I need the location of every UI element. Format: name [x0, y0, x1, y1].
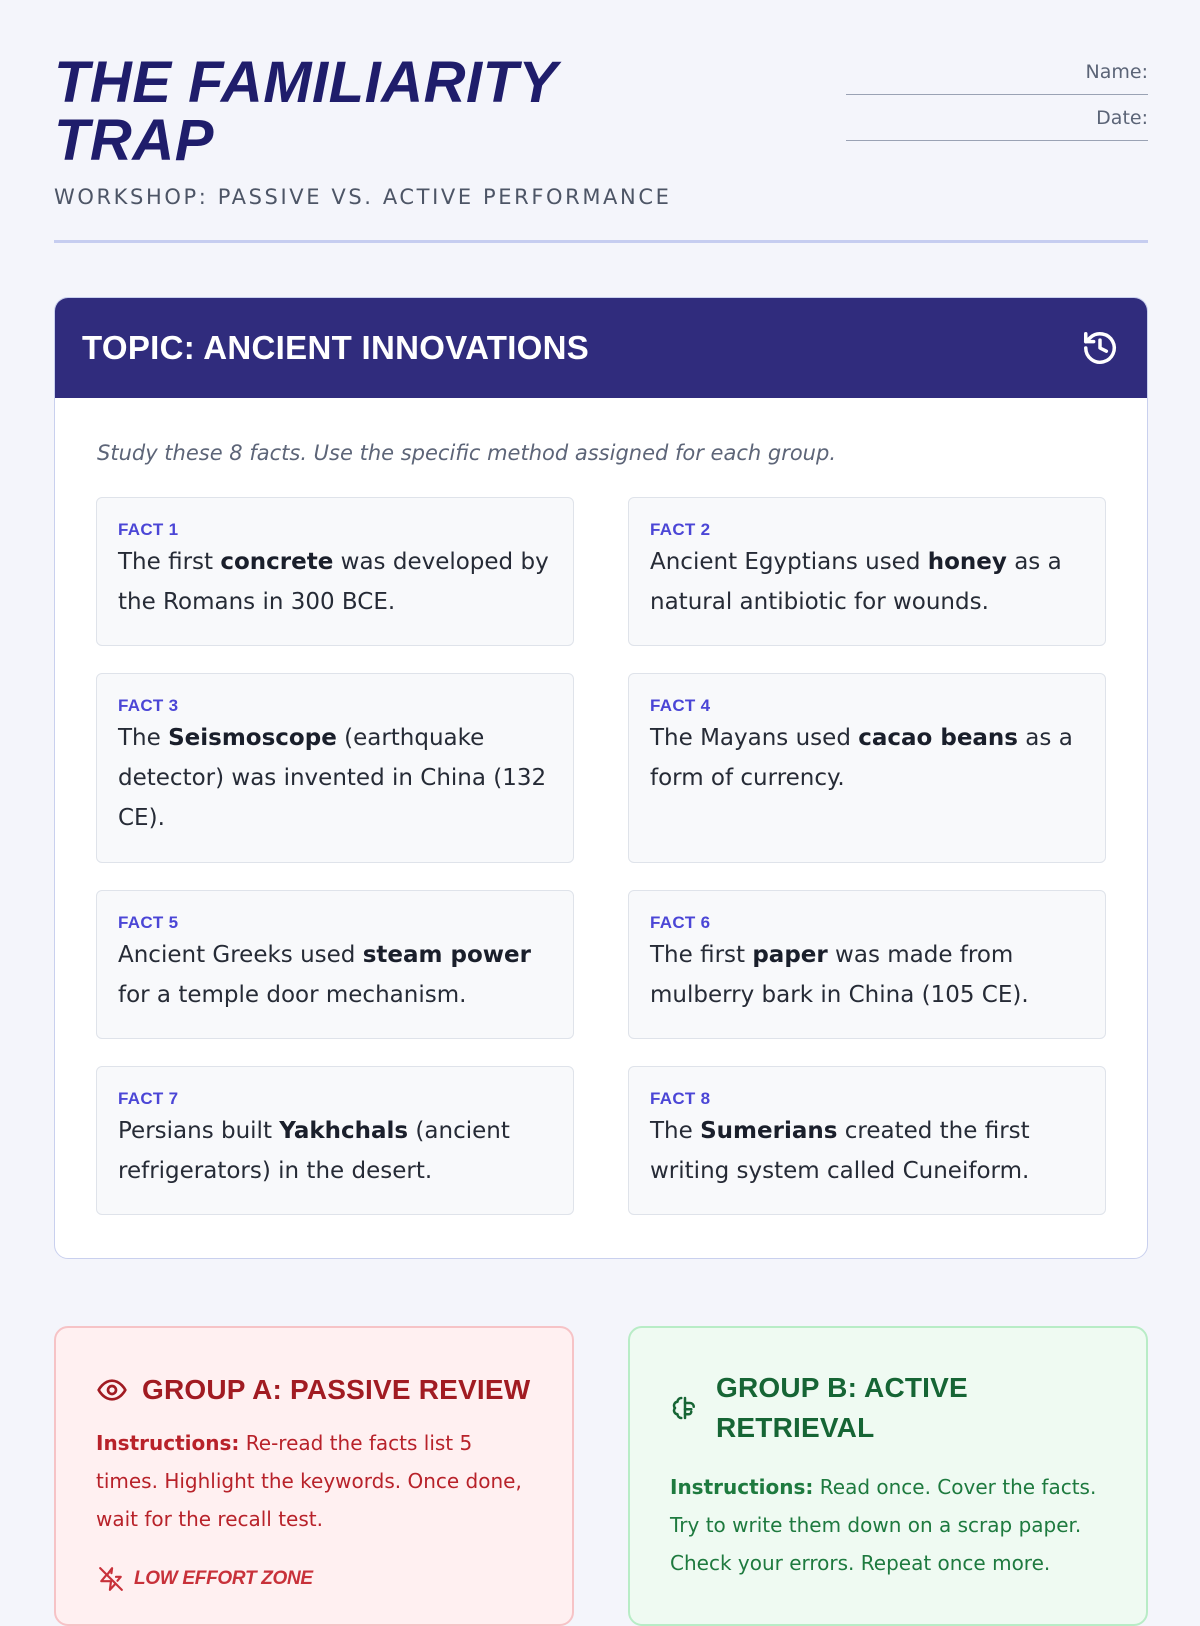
low-effort-zone-badge — [98, 1566, 313, 1592]
date-label: Date: — [1096, 107, 1148, 129]
eye-icon — [96, 1374, 128, 1406]
name-field[interactable] — [846, 58, 1148, 95]
topic-header — [55, 298, 1147, 398]
group-a-instructions: Instructions: Re-read the facts list 5 times. Highlight the keywords. Once done, wait for the recall test. — [96, 1431, 522, 1531]
fact-text: Persians built Yakhchals (ancient refrigerators) in the desert. — [118, 1118, 510, 1184]
topic-instructions: Study these 8 facts. Use the specific method assigned for each group. — [97, 441, 836, 465]
fact-text: Ancient Greeks used steam power for a temple door mechanism. — [118, 942, 531, 1008]
name-date-fields — [846, 58, 1148, 150]
date-field[interactable] — [846, 104, 1148, 141]
fact-text: The Sumerians created the first writing system called Cuneiform. — [650, 1118, 1030, 1184]
page-title: THE FAMILIARITY TRAP — [54, 50, 557, 173]
fact-card — [96, 673, 574, 863]
fact-label: FACT 2 — [650, 520, 711, 539]
fact-text: The Seismoscope (earthquake detector) was invented in China (132 CE). — [118, 725, 547, 831]
fact-text: The first concrete was developed by the Romans in 300 BCE. — [118, 549, 549, 615]
fact-text: Ancient Egyptians used honey as a natural antibiotic for wounds. — [650, 549, 1062, 615]
group-a-heading — [96, 1370, 532, 1410]
fact-text: The Mayans used cacao beans as a form of currency. — [650, 725, 1073, 791]
header-divider — [54, 240, 1148, 243]
fact-card — [96, 890, 574, 1039]
fact-label: FACT 8 — [650, 1089, 711, 1108]
date-line[interactable] — [846, 132, 1148, 141]
group-b-card — [628, 1326, 1148, 1626]
fact-card — [628, 497, 1106, 646]
fact-label: FACT 1 — [118, 520, 179, 539]
low-effort-zone-label: LOW EFFORT ZONE — [134, 1568, 313, 1589]
fact-label: FACT 4 — [650, 696, 711, 715]
history-icon — [1081, 329, 1119, 367]
fact-card — [628, 1066, 1106, 1215]
brain-icon — [670, 1393, 700, 1423]
fact-card — [628, 890, 1106, 1039]
group-b-instructions: Instructions: Read once. Cover the facts. Try to write them down on a scrap paper. Check your errors. Repeat once more. — [670, 1475, 1097, 1575]
fact-card — [96, 1066, 574, 1215]
fact-card — [628, 673, 1106, 863]
group-b-heading — [670, 1368, 1106, 1448]
page-subtitle: WORKSHOP: PASSIVE VS. ACTIVE PERFORMANCE — [54, 185, 672, 209]
topic-card — [54, 297, 1148, 1259]
name-label: Name: — [1085, 61, 1148, 83]
group-a-title: GROUP A: PASSIVE REVIEW — [142, 1374, 531, 1405]
fact-label: FACT 3 — [118, 696, 179, 715]
fact-label: FACT 6 — [650, 913, 711, 932]
fact-label: FACT 5 — [118, 913, 179, 932]
group-a-card — [54, 1326, 574, 1626]
zap-off-icon — [98, 1566, 124, 1592]
topic-title: TOPIC: ANCIENT INNOVATIONS — [82, 329, 590, 366]
fact-label: FACT 7 — [118, 1089, 179, 1108]
fact-card — [96, 497, 574, 646]
group-b-title: GROUP B: ACTIVE RETRIEVAL — [716, 1372, 968, 1443]
fact-text: The first paper was made from mulberry bark in China (105 CE). — [650, 942, 1029, 1008]
page-header — [54, 50, 1148, 244]
name-line[interactable] — [846, 86, 1148, 95]
